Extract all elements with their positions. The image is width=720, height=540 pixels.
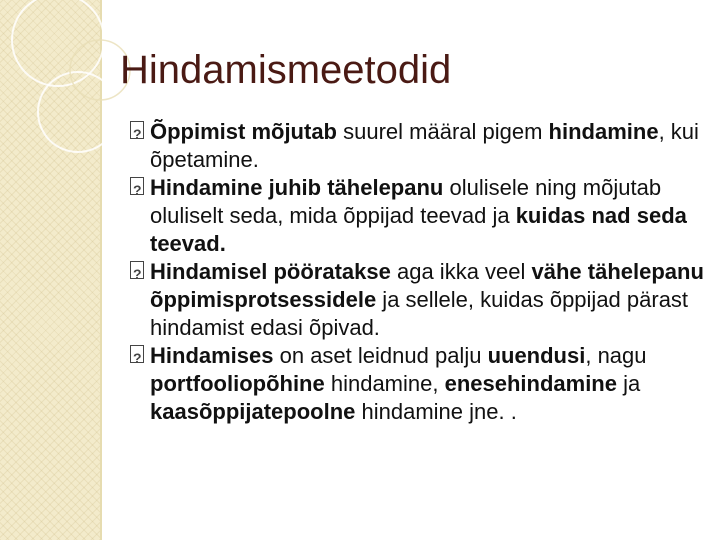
bullet-text — [150, 175, 687, 256]
bullet-run: uuendusi — [487, 343, 586, 368]
bullet-run: ja — [616, 371, 641, 396]
bullet-run: on aset leidnud palju — [273, 343, 488, 368]
bullet-item — [130, 258, 705, 342]
bullet-marker-icon — [130, 345, 144, 363]
bullet-run: olulisele ning mõjutab oluliselt seda, mida õppijad teevad ja — [150, 175, 662, 228]
bullet-marker-icon — [130, 121, 144, 139]
bullet-marker-icon — [130, 177, 144, 195]
bullet-run: aga ikka veel — [390, 259, 532, 284]
bullet-run: Hindamisel pööratakse — [150, 259, 391, 284]
bullet-run: , kui õpetamine. — [150, 119, 699, 172]
bullet-run: hindamine — [548, 119, 659, 144]
bullet-list — [130, 118, 705, 426]
bullet-text — [150, 343, 647, 424]
bullet-marker-icon — [130, 261, 144, 279]
bullet-text — [150, 119, 699, 172]
bullet-run: Hindamine juhib tähelepanu — [150, 175, 444, 200]
bullet-run: kuidas nad seda teevad. — [150, 203, 687, 256]
bullet-run: Õppimist mõjutab — [150, 119, 337, 144]
bullet-run: enesehindamine — [444, 371, 617, 396]
bullet-run: portfooliopõhine — [150, 371, 325, 396]
bullet-run: Hindamises — [150, 343, 274, 368]
slide-title: Hindamismeetodid — [120, 48, 452, 92]
bullet-text — [150, 259, 704, 340]
bullet-run: , nagu — [585, 343, 647, 368]
bullet-item — [130, 342, 705, 426]
bullet-item — [130, 118, 705, 174]
bullet-run: kaasõppijatepoolne — [150, 399, 356, 424]
bullet-item — [130, 174, 705, 258]
bullet-run: hindamine, — [324, 371, 445, 396]
bullet-run: vähe tähelepanu õppimisprotsessidele — [150, 259, 704, 312]
bullet-run: hindamine jne. . — [355, 399, 517, 424]
bullet-run: suurel määral pigem — [337, 119, 549, 144]
bullet-run: ja sellele, kuidas õppijad pärast hindamist edasi õpivad. — [150, 287, 689, 340]
